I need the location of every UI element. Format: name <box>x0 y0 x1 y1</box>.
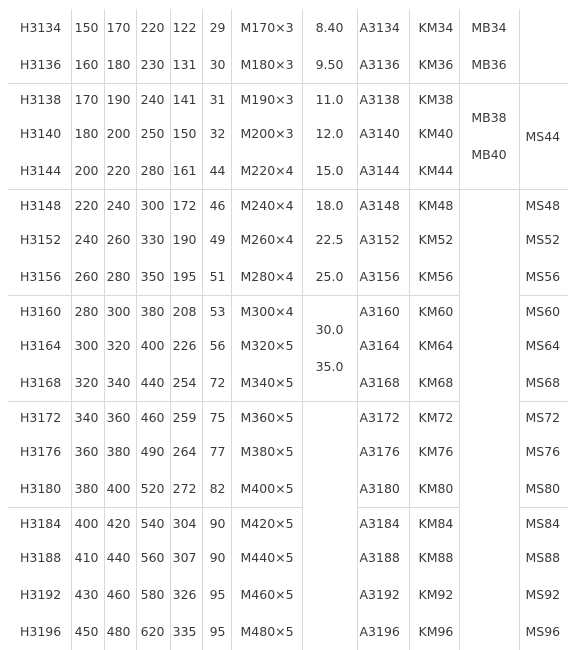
withdrawal-sleeve-code: A3192 <box>357 576 409 613</box>
thread-size: M240×4 <box>231 189 302 221</box>
mass-value: 9.50 <box>302 46 357 83</box>
dim-d1: 430 <box>71 576 104 613</box>
lock-nut-code: KM52 <box>409 221 459 258</box>
bearing-model: H3184 <box>8 507 71 539</box>
withdrawal-sleeve-code: A3196 <box>357 613 409 650</box>
mass-value: 12.0 <box>302 115 357 152</box>
dim-d1: 410 <box>71 539 104 576</box>
dim-b1: 326 <box>170 576 202 613</box>
lock-plate-code: MS60 <box>519 295 568 327</box>
thread-size: M340×5 <box>231 364 302 401</box>
dim-d: 260 <box>104 221 136 258</box>
thread-size: M300×4 <box>231 295 302 327</box>
thread-size: M480×5 <box>231 613 302 650</box>
lock-washer-code <box>459 83 519 189</box>
table-body <box>8 9 568 650</box>
dim-d1: 150 <box>71 9 104 46</box>
mass-value: 8.40 <box>302 9 357 46</box>
bearing-model: H3172 <box>8 401 71 433</box>
lock-nut-code: KM88 <box>409 539 459 576</box>
table-row <box>8 189 568 221</box>
dim-d: 280 <box>104 258 136 295</box>
withdrawal-sleeve-code: A3140 <box>357 115 409 152</box>
mass-value: 22.5 <box>302 221 357 258</box>
dim-b2: 82 <box>202 470 231 507</box>
dim-b1: 264 <box>170 433 202 470</box>
dim-d2: 490 <box>136 433 170 470</box>
thread-size: M200×3 <box>231 115 302 152</box>
withdrawal-sleeve-code: A3168 <box>357 364 409 401</box>
lock-plate-code: MS88 <box>519 539 568 576</box>
dim-d2: 580 <box>136 576 170 613</box>
dim-d2: 350 <box>136 258 170 295</box>
thread-size: M460×5 <box>231 576 302 613</box>
dim-b2: 32 <box>202 115 231 152</box>
bearing-model: H3160 <box>8 295 71 327</box>
lock-plate-code: MS72 <box>519 401 568 433</box>
withdrawal-sleeve-code: A3138 <box>357 83 409 115</box>
lock-washer-code <box>459 189 519 650</box>
dim-b1: 307 <box>170 539 202 576</box>
dim-b2: 53 <box>202 295 231 327</box>
dim-d: 300 <box>104 295 136 327</box>
dim-b2: 29 <box>202 9 231 46</box>
dim-d1: 400 <box>71 507 104 539</box>
lock-nut-code: KM36 <box>409 46 459 83</box>
dim-b1: 226 <box>170 327 202 364</box>
dim-b2: 49 <box>202 221 231 258</box>
dim-b2: 90 <box>202 507 231 539</box>
dim-b2: 56 <box>202 327 231 364</box>
dim-d1: 300 <box>71 327 104 364</box>
dim-d: 170 <box>104 9 136 46</box>
lock-plate-code: MS96 <box>519 613 568 650</box>
dim-b1: 195 <box>170 258 202 295</box>
bearing-model: H3152 <box>20 232 62 247</box>
dim-b2: 77 <box>202 433 231 470</box>
dim-b1: 259 <box>170 401 202 433</box>
bearing-model: H3164 <box>20 338 62 353</box>
dim-b2: 72 <box>202 364 231 401</box>
thread-size: M280×4 <box>231 258 302 295</box>
dim-d1: 360 <box>71 433 104 470</box>
dim-b2: 75 <box>202 401 231 433</box>
dim-b1: 272 <box>170 470 202 507</box>
dim-d1: 260 <box>71 258 104 295</box>
dim-b1: 190 <box>170 221 202 258</box>
thread-size: M380×5 <box>231 433 302 470</box>
lock-nut-code: KM40 <box>409 115 459 152</box>
withdrawal-sleeve-code: A3144 <box>357 152 409 189</box>
dim-d2: 230 <box>136 46 170 83</box>
mass-value: 30.0 <box>315 322 344 337</box>
withdrawal-sleeve-code: A3156 <box>357 258 409 295</box>
dim-b2: 46 <box>202 189 231 221</box>
bearing-model: H3148 <box>8 189 71 221</box>
dim-b1: 335 <box>170 613 202 650</box>
mass-value: 25.0 <box>302 258 357 295</box>
thread-size: M360×5 <box>231 401 302 433</box>
dim-d2: 280 <box>136 152 170 189</box>
mass-value: 18.0 <box>302 189 357 221</box>
dim-b1: 172 <box>170 189 202 221</box>
lock-nut-code: KM72 <box>409 401 459 433</box>
mass-value <box>302 295 357 401</box>
dim-d2: 520 <box>136 470 170 507</box>
lock-nut-code: KM38 <box>409 83 459 115</box>
lock-washer-code: MB34 <box>459 9 519 46</box>
dim-d2: 330 <box>136 221 170 258</box>
lock-plate-code: MS64 <box>519 327 568 364</box>
withdrawal-sleeve-code: A3152 <box>357 221 409 258</box>
lock-plate-code: MS48 <box>519 189 568 221</box>
bearing-model: H3176 <box>20 444 62 459</box>
dim-d2: 620 <box>136 613 170 650</box>
lock-nut-code: KM48 <box>409 189 459 221</box>
dim-d: 440 <box>104 539 136 576</box>
dim-d2: 380 <box>136 295 170 327</box>
withdrawal-sleeve-code: A3136 <box>357 46 409 83</box>
thread-size: M440×5 <box>231 539 302 576</box>
dim-d1: 240 <box>71 221 104 258</box>
dim-b1: 161 <box>170 152 202 189</box>
bearing-model: H3196 <box>20 624 62 639</box>
dim-b2: 90 <box>202 539 231 576</box>
thread-size: M400×5 <box>231 470 302 507</box>
table-row <box>8 46 568 83</box>
lock-nut-code: KM34 <box>409 9 459 46</box>
dim-b1: 122 <box>170 9 202 46</box>
thread-size: M190×3 <box>231 83 302 115</box>
dim-b1: 208 <box>170 295 202 327</box>
dim-b1: 141 <box>170 83 202 115</box>
withdrawal-sleeve-code: A3172 <box>357 401 409 433</box>
dim-d: 360 <box>104 401 136 433</box>
lock-plate-code: MS76 <box>519 433 568 470</box>
dim-b1: 150 <box>170 115 202 152</box>
withdrawal-sleeve-code: A3184 <box>357 507 409 539</box>
dim-d1: 220 <box>71 189 104 221</box>
bearing-model: H3144 <box>20 162 62 178</box>
thread-size: M220×4 <box>231 152 302 189</box>
withdrawal-sleeve-code: A3148 <box>357 189 409 221</box>
dim-d: 380 <box>104 433 136 470</box>
dim-d2: 240 <box>136 83 170 115</box>
dim-d1: 200 <box>71 152 104 189</box>
bearing-model: H3156 <box>20 268 62 284</box>
dim-d1: 450 <box>71 613 104 650</box>
bearing-model: H3180 <box>20 480 62 496</box>
withdrawal-sleeve-code: A3134 <box>357 9 409 46</box>
bearing-model: H3136 <box>20 56 62 72</box>
dim-d: 320 <box>104 327 136 364</box>
adapter-sleeve-dimension-table <box>8 9 568 650</box>
bearing-model: H3188 <box>20 550 62 565</box>
lock-washer-code: MB38 <box>471 110 507 125</box>
dim-b2: 44 <box>202 152 231 189</box>
lock-washer-code: MB36 <box>459 46 519 83</box>
thread-size: M180×3 <box>231 46 302 83</box>
dim-d1: 340 <box>71 401 104 433</box>
lock-washer-code: MB40 <box>471 147 507 162</box>
lock-nut-code: KM44 <box>409 152 459 189</box>
dim-d2: 560 <box>136 539 170 576</box>
dim-d1: 170 <box>71 83 104 115</box>
withdrawal-sleeve-code: A3164 <box>357 327 409 364</box>
bearing-model: H3168 <box>20 374 62 390</box>
mass-value: 35.0 <box>315 359 344 374</box>
dim-d: 460 <box>104 576 136 613</box>
table-row <box>8 9 568 46</box>
dim-d2: 250 <box>136 115 170 152</box>
lock-plate-code: MS92 <box>519 576 568 613</box>
lock-plate-code <box>519 46 568 83</box>
dim-d2: 460 <box>136 401 170 433</box>
lock-plate-code: MS68 <box>519 364 568 401</box>
lock-plate-code: MS44 <box>519 83 568 189</box>
dim-d: 420 <box>104 507 136 539</box>
lock-nut-code: KM80 <box>409 470 459 507</box>
dim-b2: 31 <box>202 83 231 115</box>
dim-d2: 400 <box>136 327 170 364</box>
mass-value <box>302 401 357 650</box>
dim-d1: 380 <box>71 470 104 507</box>
dim-d1: 160 <box>71 46 104 83</box>
bearing-model: H3140 <box>20 126 62 141</box>
dim-b2: 95 <box>202 576 231 613</box>
withdrawal-sleeve-code: A3188 <box>357 539 409 576</box>
thread-size: M170×3 <box>231 9 302 46</box>
lock-nut-code: KM64 <box>409 327 459 364</box>
dim-d1: 280 <box>71 295 104 327</box>
dim-d: 190 <box>104 83 136 115</box>
dim-b1: 131 <box>170 46 202 83</box>
lock-nut-code: KM56 <box>409 258 459 295</box>
table-row <box>8 83 568 115</box>
dim-d2: 220 <box>136 9 170 46</box>
dim-b2: 51 <box>202 258 231 295</box>
lock-nut-code: KM68 <box>409 364 459 401</box>
lock-nut-code: KM96 <box>409 613 459 650</box>
withdrawal-sleeve-code: A3160 <box>357 295 409 327</box>
dim-d: 240 <box>104 189 136 221</box>
dim-d2: 440 <box>136 364 170 401</box>
bearing-model: H3192 <box>20 587 62 602</box>
bearing-model: H3134 <box>20 20 62 35</box>
dim-b1: 304 <box>170 507 202 539</box>
thread-size: M260×4 <box>231 221 302 258</box>
dim-d1: 180 <box>71 115 104 152</box>
mass-value: 15.0 <box>302 152 357 189</box>
dim-d: 180 <box>104 46 136 83</box>
lock-plate-code: MS52 <box>519 221 568 258</box>
dim-d2: 540 <box>136 507 170 539</box>
thread-size: M320×5 <box>231 327 302 364</box>
lock-nut-code: KM92 <box>409 576 459 613</box>
lock-nut-code: KM76 <box>409 433 459 470</box>
dim-d: 220 <box>104 152 136 189</box>
dim-d: 340 <box>104 364 136 401</box>
dim-d: 400 <box>104 470 136 507</box>
lock-plate-code <box>519 9 568 46</box>
bearing-model: H3138 <box>8 83 71 115</box>
lock-plate-code: MS84 <box>519 507 568 539</box>
lock-plate-code: MS80 <box>519 470 568 507</box>
lock-plate-code: MS56 <box>519 258 568 295</box>
thread-size: M420×5 <box>231 507 302 539</box>
dim-d: 480 <box>104 613 136 650</box>
lock-nut-code: KM84 <box>409 507 459 539</box>
dim-d1: 320 <box>71 364 104 401</box>
mass-value: 11.0 <box>302 83 357 115</box>
dim-b2: 95 <box>202 613 231 650</box>
withdrawal-sleeve-code: A3176 <box>357 433 409 470</box>
dim-d2: 300 <box>136 189 170 221</box>
dim-d: 200 <box>104 115 136 152</box>
lock-nut-code: KM60 <box>409 295 459 327</box>
dim-b2: 30 <box>202 46 231 83</box>
dim-b1: 254 <box>170 364 202 401</box>
withdrawal-sleeve-code: A3180 <box>357 470 409 507</box>
